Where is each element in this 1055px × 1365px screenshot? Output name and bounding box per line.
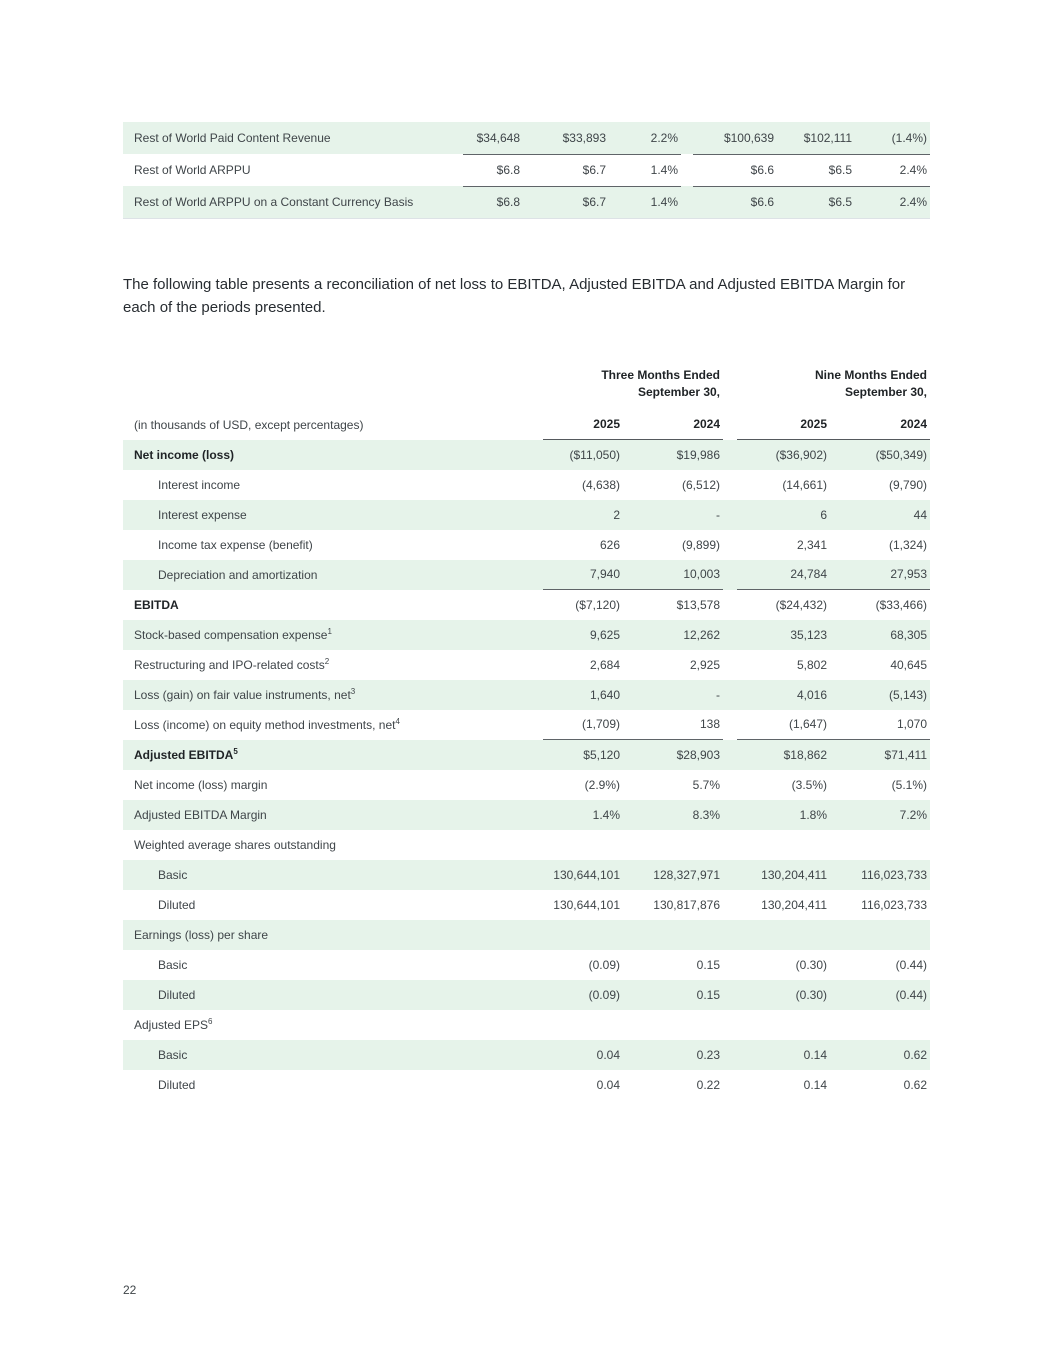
cell-value — [830, 920, 930, 950]
cell-value: 0.15 — [696, 957, 721, 972]
cell-value: 40,645 — [890, 657, 928, 672]
group-header-line: Three Months Ended — [601, 368, 721, 382]
row-label: Earnings (loss) per share — [134, 927, 269, 942]
table-row — [123, 890, 930, 920]
cell-value — [543, 920, 623, 950]
row-label: Adjusted EBITDA$^5$ — [134, 746, 238, 762]
column-gap — [723, 860, 737, 890]
row-label: Net income (loss) margin — [134, 777, 268, 792]
page-number: 22 — [123, 1283, 137, 1297]
cell-value: $34,648 — [463, 122, 523, 154]
row-label: Adjusted EBITDA Margin — [134, 807, 267, 822]
row-label: Weighted average shares outstanding — [134, 837, 336, 852]
table-row — [123, 1040, 930, 1070]
column-gap — [723, 1010, 737, 1040]
cell-value: $100,639 — [693, 122, 777, 154]
cell-value: 130,204,411 — [761, 897, 828, 912]
column-gap — [723, 680, 737, 710]
cell-value — [737, 830, 830, 860]
cell-value: 130,644,101 — [553, 897, 620, 912]
intro-paragraph: The following table presents a reconciliation of net loss to EBITDA, Adjusted EBITDA and Adjusted EBITDA Margin for each of the periods presented. — [123, 275, 906, 316]
cell-value: 0.15 — [696, 987, 721, 1002]
cell-value: 7,940 — [543, 560, 623, 590]
cell-value: 0.23 — [696, 1047, 721, 1062]
cell-value: (1,709) — [543, 710, 623, 740]
year-header: 2025 — [737, 410, 830, 440]
cell-value: 2,925 — [689, 657, 721, 672]
cell-value: (6,512) — [681, 477, 721, 492]
cell-value: $5,120 — [583, 747, 620, 762]
table-row — [123, 186, 930, 218]
column-gap — [723, 770, 737, 800]
cell-value: 116,023,733 — [861, 867, 928, 882]
table-row — [123, 770, 930, 800]
cell-value — [830, 1010, 930, 1040]
column-gap — [723, 980, 737, 1010]
table-row — [123, 830, 930, 860]
table-row — [123, 154, 930, 186]
table-row — [123, 1070, 930, 1100]
cell-value: (4,638) — [581, 477, 620, 492]
cell-value: (2.9%) — [584, 777, 620, 792]
cell-value: $6.6 — [750, 195, 774, 209]
cell-value: (14,661) — [782, 477, 828, 492]
cell-value: 116,023,733 — [861, 897, 928, 912]
cell-value: $71,411 — [884, 747, 928, 762]
cell-value: 0.62 — [903, 1077, 928, 1092]
cell-value: 10,003 — [623, 560, 723, 590]
footnote-marker: 1 — [327, 626, 332, 636]
table-caption: (in thousands of USD, except percentages) — [134, 417, 364, 432]
cell-value: 130,204,411 — [761, 867, 828, 882]
cell-value — [623, 830, 723, 860]
table-row — [123, 980, 930, 1010]
cell-value: (1,647) — [737, 710, 830, 740]
row-label: Restructuring and IPO-related costs$^2$ — [134, 656, 330, 672]
year-header: 2024 — [830, 410, 930, 440]
table-row — [123, 800, 930, 830]
footnote-marker: 5 — [233, 746, 238, 756]
column-gap — [723, 410, 737, 440]
column-gap — [723, 367, 737, 410]
column-gap — [723, 920, 737, 950]
table-row — [123, 530, 930, 560]
group-header-nine-months — [737, 367, 930, 410]
row-label: Basic — [158, 867, 188, 882]
column-gap — [723, 1040, 737, 1070]
cell-value: 2,684 — [589, 657, 620, 672]
cell-value: 2.4% — [899, 195, 927, 209]
top-table-body — [123, 122, 930, 218]
cell-value: 2.4% — [855, 154, 930, 186]
table-row — [123, 860, 930, 890]
row-label: Interest expense — [158, 507, 247, 522]
cell-value: (5,143) — [888, 687, 928, 702]
cell-value: (9,899) — [681, 537, 721, 552]
footnote-marker: 6 — [208, 1016, 213, 1026]
cell-value: $6.8 — [463, 154, 523, 186]
cell-value: (0.09) — [588, 957, 620, 972]
cell-value: 0.62 — [903, 1047, 928, 1062]
row-label: Basic — [158, 957, 188, 972]
cell-value: 35,123 — [790, 627, 828, 642]
row-label: Interest income — [158, 477, 241, 492]
cell-value: 68,305 — [890, 627, 928, 642]
cell-value: (0.44) — [895, 987, 928, 1002]
cell-value: 0.04 — [596, 1047, 620, 1062]
column-gap — [723, 800, 737, 830]
cell-value: (0.30) — [795, 957, 828, 972]
cell-value: 0.14 — [803, 1047, 828, 1062]
cell-value: $6.8 — [496, 195, 520, 209]
cell-value: 130,644,101 — [553, 867, 620, 882]
column-gap — [723, 590, 737, 620]
cell-value: 8.3% — [692, 807, 721, 822]
cell-value: ($24,432) — [775, 597, 828, 612]
column-gap — [723, 1070, 737, 1100]
row-label: Diluted — [158, 897, 196, 912]
cell-value: - — [716, 687, 721, 702]
group-header-row — [123, 367, 930, 410]
row-label: Net income (loss) — [134, 447, 235, 462]
table-row — [123, 440, 930, 470]
table-row — [123, 560, 930, 590]
cell-value: - — [716, 507, 721, 522]
column-gap — [723, 710, 737, 740]
cell-value: 2.2% — [609, 122, 681, 154]
cell-value: 5.7% — [692, 777, 721, 792]
cell-value: 1.4% — [592, 807, 620, 822]
cell-value: $13,578 — [676, 597, 721, 612]
cell-value — [623, 1010, 723, 1040]
column-gap — [723, 440, 737, 470]
cell-value: 0.04 — [596, 1077, 620, 1092]
cell-value: 9,625 — [589, 627, 620, 642]
cell-value — [543, 1010, 623, 1040]
cell-value: (0.09) — [588, 987, 620, 1002]
column-gap — [723, 560, 737, 590]
cell-value: 7.2% — [899, 807, 928, 822]
cell-value: 2 — [613, 507, 620, 522]
cell-value: $33,893 — [523, 122, 609, 154]
cell-value: (1.4%) — [855, 122, 930, 154]
cell-value — [737, 920, 830, 950]
cell-value: ($33,466) — [875, 597, 928, 612]
row-label: Diluted — [158, 1077, 196, 1092]
column-gap — [681, 186, 693, 218]
cell-value: 626 — [599, 537, 620, 552]
table-row — [123, 650, 930, 680]
group-header-three-months — [543, 367, 723, 410]
cell-value: $6.7 — [523, 154, 609, 186]
year-header-row — [123, 410, 930, 440]
table-row — [123, 470, 930, 500]
cell-value: 6 — [820, 507, 828, 522]
footnote-marker: 2 — [324, 656, 330, 666]
cell-value: 1,640 — [589, 687, 620, 702]
cell-value — [543, 830, 623, 860]
column-gap — [723, 950, 737, 980]
cell-value: $6.5 — [828, 195, 852, 209]
footnote-marker: 4 — [395, 716, 400, 726]
cell-value: ($50,349) — [875, 447, 928, 462]
table-row — [123, 500, 930, 530]
row-label: Stock-based compensation expense$^1$ — [134, 626, 332, 642]
column-gap — [723, 830, 737, 860]
cell-value: 128,327,971 — [653, 867, 721, 882]
cell-value: (1,324) — [888, 537, 928, 552]
cell-value: ($11,050) — [569, 447, 620, 462]
cell-value: 1.8% — [799, 807, 828, 822]
group-header-line: September 30, — [637, 384, 721, 399]
cell-value: $28,903 — [676, 747, 721, 762]
cell-value: (0.30) — [795, 987, 828, 1002]
cell-value: $6.6 — [693, 154, 777, 186]
row-label: Loss (gain) on fair value instruments, net$^3$ — [134, 686, 356, 702]
column-gap — [723, 650, 737, 680]
group-header-line: September 30, — [844, 384, 928, 399]
table-row — [123, 740, 930, 770]
row-label: Depreciation and amortization — [158, 567, 318, 582]
cell-value: $6.7 — [582, 195, 606, 209]
group-header-spacer — [123, 367, 543, 410]
cell-value: $19,986 — [676, 447, 721, 462]
cell-value: 138 — [623, 710, 723, 740]
cell-value: $102,111 — [777, 122, 855, 154]
column-gap — [723, 740, 737, 770]
cell-value — [737, 1010, 830, 1040]
cell-value: 24,784 — [737, 560, 830, 590]
cell-value: $18,862 — [783, 747, 828, 762]
footnote-marker: 3 — [350, 686, 356, 696]
column-gap — [723, 500, 737, 530]
row-label: Adjusted EPS$^6$ — [134, 1016, 213, 1032]
column-gap — [723, 530, 737, 560]
cell-value: $6.5 — [777, 154, 855, 186]
ebitda-reconciliation-table — [123, 367, 930, 1100]
row-label: Rest of World ARPPU — [134, 163, 251, 177]
column-gap — [681, 122, 693, 154]
cell-value: 1,070 — [830, 710, 930, 740]
table-row — [123, 1010, 930, 1040]
cell-value: (0.44) — [895, 957, 928, 972]
year-header: 2025 — [543, 410, 623, 440]
cell-value: 130,817,876 — [653, 897, 721, 912]
row-label: Loss (income) on equity method investments, net$^4$ — [134, 716, 400, 732]
cell-value: ($7,120) — [575, 597, 620, 612]
cell-value — [623, 920, 723, 950]
table-row — [123, 920, 930, 950]
table-row — [123, 122, 930, 154]
cell-value: 5,802 — [796, 657, 828, 672]
cell-value: 2,341 — [796, 537, 828, 552]
row-label: Rest of World ARPPU on a Constant Currency Basis — [134, 194, 414, 209]
cell-value: 0.22 — [696, 1077, 721, 1092]
column-gap — [723, 620, 737, 650]
cell-value: (3.5%) — [791, 777, 828, 792]
cell-value: 44 — [913, 507, 928, 522]
cell-value — [830, 830, 930, 860]
main-table-body — [123, 440, 930, 1100]
column-gap — [723, 470, 737, 500]
rest-of-world-table — [123, 122, 930, 219]
cell-value: 4,016 — [796, 687, 828, 702]
year-header: 2024 — [623, 410, 723, 440]
cell-value: ($36,902) — [775, 447, 828, 462]
table-row — [123, 710, 930, 740]
cell-value: (5.1%) — [891, 777, 928, 792]
group-header-line: Nine Months Ended — [815, 368, 928, 382]
cell-value: 0.14 — [803, 1077, 828, 1092]
row-label: Diluted — [158, 987, 196, 1002]
row-label: EBITDA — [134, 597, 179, 612]
cell-value: (9,790) — [888, 477, 928, 492]
table-row — [123, 950, 930, 980]
column-gap — [723, 890, 737, 920]
row-label: Income tax expense (benefit) — [158, 537, 313, 552]
cell-value: 12,262 — [683, 627, 721, 642]
table-row — [123, 590, 930, 620]
row-label: Rest of World Paid Content Revenue — [134, 131, 331, 145]
cell-value: 1.4% — [609, 154, 681, 186]
row-label: Basic — [158, 1047, 188, 1062]
cell-value: 1.4% — [650, 195, 678, 209]
table-row — [123, 620, 930, 650]
cell-value: 27,953 — [830, 560, 930, 590]
table-row — [123, 680, 930, 710]
column-gap — [681, 154, 693, 186]
